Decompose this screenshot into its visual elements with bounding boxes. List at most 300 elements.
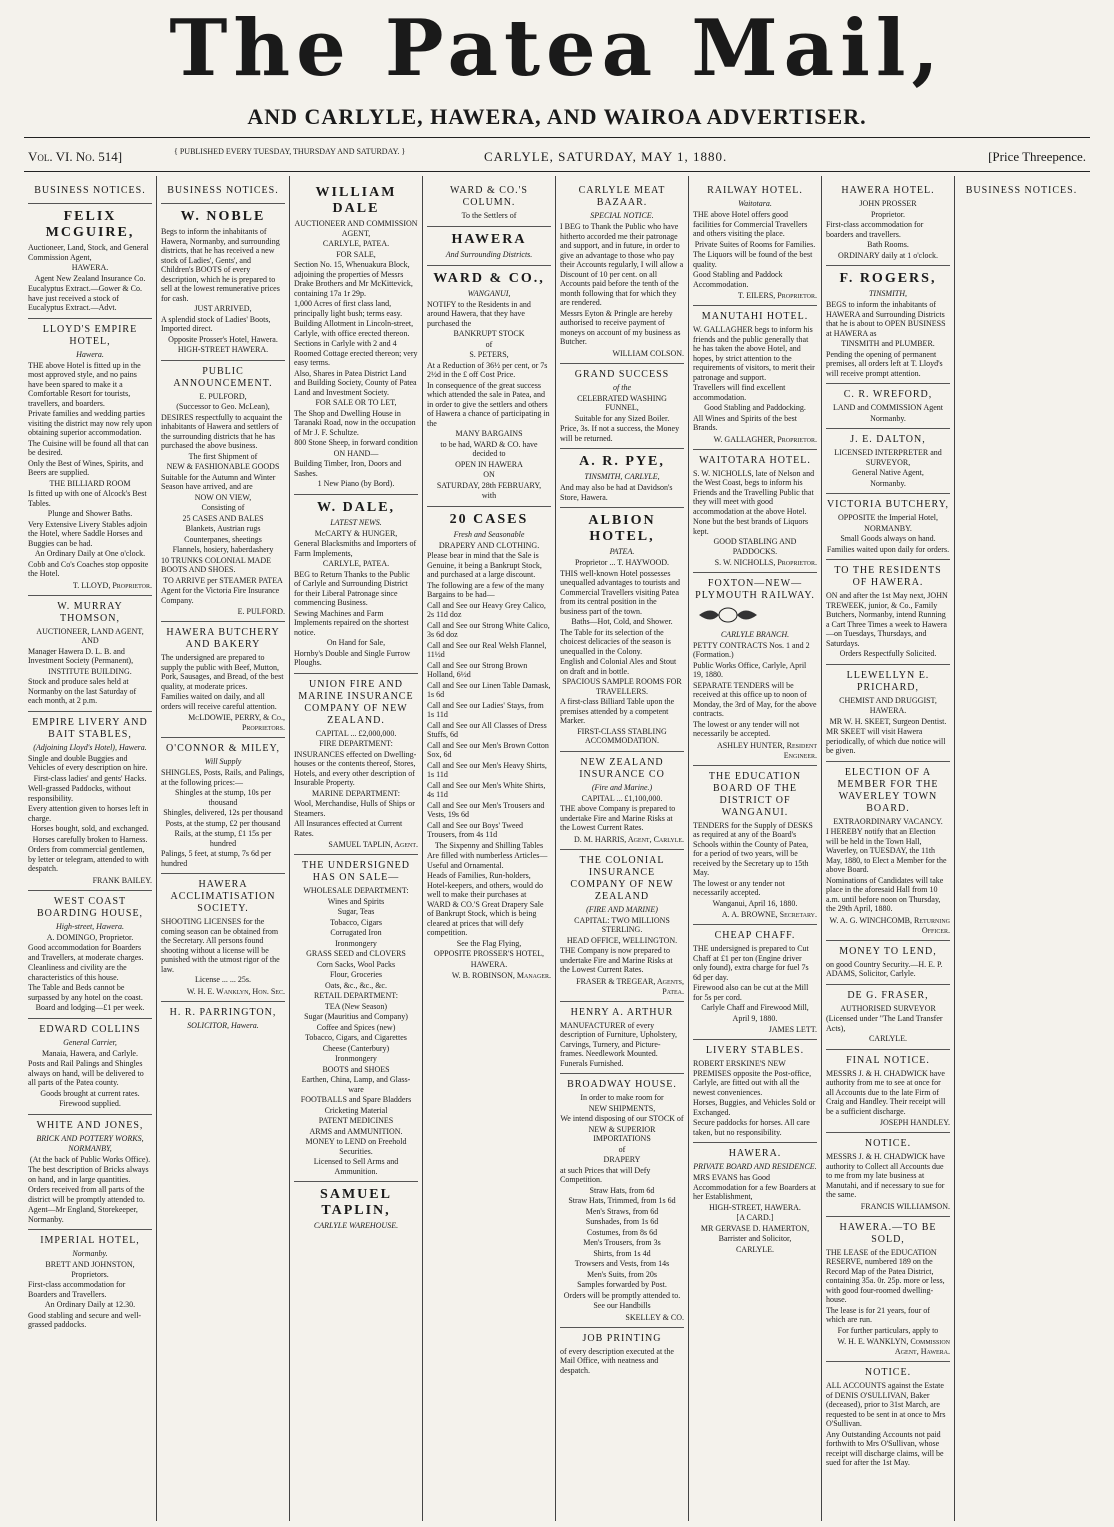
column-4 <box>423 176 556 1521</box>
ad-text: SPACIOUS SAMPLE ROOMS FOR TRAVELLERS. <box>562 677 682 696</box>
ad-text: The Sixpenny and Shilling Tables <box>434 840 544 850</box>
royal-crest-icon <box>693 606 763 624</box>
ad-text: NEW & FASHIONABLE GOODS <box>166 462 280 471</box>
ad-heading: RAILWAY HOTEL. <box>707 185 803 196</box>
ad-text: CAPITAL ... £1,100,000. <box>581 793 663 803</box>
ad-text: Baths—Hot, Cold, and Shower. <box>571 617 673 626</box>
ad-text: To the Settlers of <box>461 211 517 220</box>
ad-text: Orders Respectfully Solicited. <box>839 649 937 658</box>
ad-text: MESSRS J. & H. CHADWICK have authority from me to see at once for all Accounts due to the late Firm of Craig and Handley. Their receipt will be a sufficient discharge. <box>826 1068 946 1116</box>
ad-text: Hornby's Double and Single Furrow Ploughs. <box>294 648 411 667</box>
ad-text: Orders received from all parts of the district will be promptly attended to. <box>28 1185 145 1204</box>
ad-heading: WHITE AND JONES, <box>36 1119 144 1131</box>
ad-text: AUCTIONEER, LAND AGENT, AND <box>36 626 144 645</box>
ad-text: EXTRAORDINARY VACANCY. <box>833 816 943 826</box>
ad-text: Sugar, Teas <box>337 907 375 916</box>
ad-text: S. PETERS, <box>469 350 509 359</box>
ad-text: Normanby. <box>870 478 906 488</box>
ad-text: Messrs Eyton & Pringle are hereby authorised to receive payment of moneys on account of my business as Butcher. <box>560 308 681 346</box>
ad-text: Building Timber, Iron, Doors and Sashes. <box>294 459 402 478</box>
advertisement <box>826 1133 950 1217</box>
ad-text: On Hand for Sale, <box>326 638 386 647</box>
ad-text: Corn Sacks, Wool Packs <box>316 959 396 969</box>
ad-text: Also, Shares in Patea District Land and Building Society, County of Patea Land and Investment Society. <box>294 368 417 397</box>
ad-heading: W. NOBLE <box>180 209 266 224</box>
ad-subheading: CARLYLE WAREHOUSE. <box>313 1221 399 1230</box>
ad-text: Call and See our Men's Trousers and Vests, 19s 6d <box>427 800 545 819</box>
ad-text: CAPITAL: TWO MILLIONS STERLING. <box>574 915 670 934</box>
ad-text: Families waited on daily, and all orders will receive careful attention. <box>161 692 277 711</box>
ad-text: Opposite Prosser's Hotel, Hawera. <box>168 334 278 344</box>
ad-text: FIRE DEPARTMENT: <box>319 739 393 748</box>
ad-text: Shingles, delivered, 12s per thousand <box>163 808 283 817</box>
column-8 <box>955 176 1088 1521</box>
ad-text: April 9, 1880. <box>732 1013 778 1023</box>
ad-text: Cleanliness and civility are the characteristics of this house. <box>28 963 127 982</box>
ad-text: First-class ladies' and gents' Hacks. <box>33 773 147 783</box>
ad-text: THE above Company is prepared to undertake Fire and Marine Risks at the Lowest Current Rates. <box>560 804 676 832</box>
ad-text: Call and See our Boys' Tweed Trousers, from 4s 11d <box>427 820 524 839</box>
ad-subheading: (Adjoining Lloyd's Hotel), Hawera. <box>33 742 147 752</box>
advertisement <box>826 1362 950 1473</box>
ad-text: Small Goods always on hand. <box>840 534 936 543</box>
masthead <box>0 0 1114 129</box>
ad-text: TINSMITH and PLUMBER. <box>841 339 935 348</box>
ad-text: W. GALLAGHER begs to inform his friends and the public generally that he has taken the above Hotel, and hopes, by strict attention to the requirements of visitors, to merit their patronage and support. <box>693 325 815 382</box>
ad-text: Single and double Buggies and Vehicles of every description on hire. <box>28 753 148 772</box>
ad-text: CARLYLE, PATEA. <box>322 239 390 248</box>
ad-text: Corrugated Iron <box>330 928 382 937</box>
ad-text: Good accommodation for Boarders and Travellers, at moderate charges. <box>28 943 144 962</box>
column-3 <box>290 176 423 1521</box>
ad-text: HIGH-STREET, HAWERA. <box>709 1202 801 1212</box>
ad-text: [A CARD.] <box>736 1213 774 1222</box>
ad-subheading: PRIVATE BOARD AND RESIDENCE. <box>693 1162 817 1171</box>
advertisement <box>294 180 418 495</box>
ad-text: Agent New Zealand Insurance Co. <box>34 273 146 283</box>
ad-text: Suitable for the Autumn and Winter Season have arrived, and are <box>161 472 276 491</box>
ad-text: SHOOTING LICENSES for the coming season can be obtained from the Secretary. All persons found shooting without a license will be punished with the utmost rigor of the law. <box>161 917 280 974</box>
ad-heading: CARLYLE MEAT BAZAAR. <box>578 185 666 208</box>
ad-subheading: And Surrounding Districts. <box>445 249 533 259</box>
ad-heading: WARD & CO.'S COLUMN. <box>450 185 528 208</box>
ad-signature: JOSEPH HANDLEY. <box>879 1118 950 1127</box>
ad-subheading: (Fire and Marine.) <box>591 782 653 792</box>
ad-text: Call and See our Heavy Grey Calico, 2s 11d doz <box>427 600 546 619</box>
column-2 <box>157 176 290 1521</box>
ad-text: Call and See our Ladies' Stays, from 1s 11d <box>427 700 544 719</box>
ad-text: See our Handbills <box>593 1301 651 1310</box>
ad-text: OPPOSITE PROSSER'S HOTEL, <box>433 949 545 958</box>
masthead-subtitle: AND CARLYLE, HAWERA, AND WAIROA ADVERTISER. <box>247 104 867 129</box>
advertisement <box>826 1217 950 1363</box>
ad-text: Every attention given to horses left in charge. <box>28 804 149 823</box>
ad-heading: NOTICE. <box>864 1138 912 1149</box>
ad-text: An Ordinary Daily at 12.30. <box>44 1300 136 1309</box>
ad-signature: W. GALLAGHER, Proprietor. <box>713 434 817 444</box>
ad-text: INSURANCES effected on Dwelling-houses or the contents thereof, Stores, Hotels, and every other description of Insurable Property. <box>294 749 417 787</box>
ad-text: HIGH-STREET HAWERA. <box>177 345 269 354</box>
ad-text: GRASS SEED and CLOVERS <box>306 949 406 958</box>
ad-text: PETTY CONTRACTS Nos. 1 and 2 (Formation.) <box>693 640 810 659</box>
advertisement <box>28 319 152 596</box>
ad-heading: SAMUEL TAPLIN, <box>320 1187 392 1218</box>
ad-text: Call and See our Strong Brown Holland, 6½d <box>427 660 528 679</box>
ad-text: OPEN IN HAWERA <box>455 459 523 469</box>
ad-text: CELEBRATED WASHING FUNNEL, <box>577 393 667 412</box>
advertisement <box>826 762 950 941</box>
ad-heading: HAWERA ACCLIMATISATION SOCIETY. <box>170 879 276 914</box>
ad-text: Flour, Groceries <box>329 970 383 979</box>
advertisement <box>560 449 684 508</box>
ad-heading: ALBION HOTEL, <box>588 513 656 544</box>
advertisement-columns <box>24 176 1090 1521</box>
column-6 <box>689 176 822 1521</box>
ad-text: JUST ARRIVED, <box>194 304 252 313</box>
ad-text: MARINE DEPARTMENT: <box>312 788 400 798</box>
ad-text: 1 New Piano (by Bord). <box>317 479 395 488</box>
ad-text: Horses bought, sold, and exchanged. <box>31 824 149 833</box>
masthead-title: The Patea Mail, <box>169 3 945 94</box>
ad-text: Good Stabling and Paddocking. <box>704 403 806 412</box>
ad-text: ON <box>483 470 495 479</box>
ad-heading: NEW ZEALAND INSURANCE CO <box>579 756 665 780</box>
ad-text: Proprietor ... T. HAYWOOD. <box>574 558 670 567</box>
advertisement <box>28 180 152 204</box>
ad-heading: BUSINESS NOTICES. <box>34 185 146 196</box>
ad-heading: GRAND SUCCESS <box>574 368 670 380</box>
ad-text: Call and See our Men's Brown Cotton Sox, 6d <box>427 740 549 759</box>
ad-text: For further particulars, apply to <box>837 1325 939 1335</box>
ad-heading: O'CONNOR & MILEY, <box>166 743 280 754</box>
ad-signature: McLDOWIE, PERRY, & Co., Proprietors. <box>188 713 285 732</box>
ad-text: BEGS to inform the inhabitants of HAWERA and Surrounding Districts that he is about to OPEN BUSINESS at HAWERA as <box>826 300 946 338</box>
ad-text: Secure paddocks for horses. All care taken, but no responsibility. <box>693 1118 810 1137</box>
ad-text: Flannels, hosiery, haberdashery <box>172 545 274 554</box>
ad-heading: BUSINESS NOTICES. <box>965 185 1078 196</box>
ad-text: (Successor to Geo. McLean), <box>176 402 270 411</box>
ad-text: Costumes, from 8s 6d <box>586 1227 658 1237</box>
ad-text: THE above Hotel offers good facilities for Commercial Travellers and others visiting the place. <box>693 210 808 238</box>
ad-text: BANKRUPT STOCK <box>453 329 525 338</box>
ad-text: Section No. 15, Whenuakura Block, adjoining the properties of Messrs Drake Brothers and Mr McKittevick, containing 17a 1r 29p. <box>294 260 413 298</box>
ad-text: Wanganui, April 16, 1880. <box>712 898 798 908</box>
ad-text: Auctioneer, Land, Stock, and General Commission Agent, <box>28 243 149 262</box>
ad-text: CARLYLE. <box>868 1034 908 1043</box>
ad-text: Agent—Mr England, Storekeeper, Normanby. <box>28 1205 138 1224</box>
ad-signature: E. PULFORD. <box>237 607 285 616</box>
publication-schedule: { PUBLISHED EVERY TUESDAY, THURSDAY AND SATURDAY. } <box>174 147 406 156</box>
ad-text: Licensed to Sell Arms and Ammunition. <box>313 1157 399 1176</box>
advertisement <box>826 429 950 494</box>
ad-text: NOTIFY to the Residents in and around Hawera, that they have purchased the <box>427 299 531 328</box>
advertisement <box>826 494 950 560</box>
dateline-rule <box>24 171 1090 172</box>
ad-text: PATENT MEDICINES <box>318 1116 394 1125</box>
ad-heading: BROADWAY HOUSE. <box>567 1079 677 1090</box>
ad-text: Men's Suits, from 20s <box>587 1269 657 1279</box>
ad-text: Agent for the Victoria Fire Insurance Company. <box>161 586 280 605</box>
ad-text: Palings, 5 feet, at stump, 7s 6d per hundred <box>161 849 272 868</box>
ad-text: MRS EVANS has Good Accommodation for a few Boarders at her Establishment, <box>693 1173 816 1201</box>
ad-text: Manaia, Hawera, and Carlyle. <box>42 1048 138 1058</box>
ad-text: (At the back of Public Works Office). <box>29 1154 151 1164</box>
ad-heading: A. R. PYE, <box>579 454 665 469</box>
ad-text: TEA (New Season) <box>324 1001 388 1011</box>
ad-text: Call and See our Strong White Calico, 3s 6d doz <box>427 620 550 639</box>
ad-text: NOW ON VIEW, <box>194 492 252 502</box>
ad-text: Is fitted up with one of Alcock's Best Tables. <box>28 489 147 508</box>
ad-heading: H. R. PARRINGTON, <box>169 1006 277 1018</box>
ad-heading: WEST COAST BOARDING HOUSE, <box>36 895 144 919</box>
ad-text: LAND and COMMISSION Agent <box>833 403 943 412</box>
ad-text: At a Reduction of 36½ per cent, or 7s 2½d in the £ off Cost Price. <box>427 360 548 379</box>
ad-text: Samples forwarded by Post. <box>577 1280 667 1289</box>
ad-text: HAWERA. <box>869 706 907 715</box>
ad-text: FIRST-CLASS STABLING ACCOMMODATION. <box>577 726 667 745</box>
ad-text: The best description of Bricks always on hand, and in large quantities. <box>28 1165 149 1184</box>
ad-text: 10 TRUNKS COLONIAL MADE BOOTS AND SHOES. <box>161 555 271 574</box>
ad-text: Are filled with numberless Articles—Useful and Ornamental. <box>427 851 548 870</box>
ad-text: Eucalyptus Extract.—Gower & Co. have just received a stock of Eucalyptus Extract.—Advt. <box>28 284 142 312</box>
advertisement <box>693 1143 817 1259</box>
advertisement <box>427 266 551 507</box>
ad-text: MR GERVASE D. HAMERTON, <box>700 1223 810 1233</box>
ad-signature: D. M. HARRIS, Agent, Carlyle. <box>574 834 684 844</box>
advertisement <box>826 941 950 985</box>
ad-heading: LIVERY STABLES. <box>705 1045 805 1056</box>
ad-text: Call and See our Linen Table Damask, 1s 6d <box>427 680 551 699</box>
ad-text: DRAPERY <box>603 1155 641 1164</box>
ad-text: (Licensed under "The Land Transfer Acts), <box>826 1014 943 1033</box>
ad-text: I HEREBY notify that an Election will be held in the Town Hall, Waverley, on TUESDAY, the 11th May, 1880, to Elect a Member for the above Board. <box>826 827 947 874</box>
ad-text: The lowest or any tender not necessarily accepted. <box>693 878 785 897</box>
advertisement <box>294 855 418 1182</box>
ad-text: The lease is for 21 years, four of which are run. <box>826 1305 930 1324</box>
ad-text: Sections in Carlyle with 2 and 4 Roomed Cottage erected thereon; very easy terms. <box>294 339 418 367</box>
ad-subheading: Will Supply <box>204 757 242 766</box>
ad-text: The Table and Beds cannot be surpassed by any hotel on the coast. <box>28 983 143 1002</box>
advertisement <box>826 384 950 429</box>
ad-text: Sugar (Mauritius and Company) <box>304 1012 408 1021</box>
ad-text: Private families and wedding parties visiting the district may now rely upon obtaining superior accommodation. <box>28 409 152 437</box>
ad-subheading: CARLYLE BRANCH. <box>720 629 790 639</box>
advertisement <box>161 180 285 204</box>
ad-text: Call and See our All Classes of Dress Stuffs, 6d <box>427 720 547 739</box>
ad-subheading: of the <box>613 382 631 392</box>
advertisement <box>161 204 285 361</box>
advertisement <box>161 874 285 1002</box>
ad-text: McCARTY & HUNGER, <box>314 528 398 538</box>
ad-text: NEW SHIPMENTS, <box>588 1103 656 1113</box>
ad-text: Consisting of <box>201 503 245 512</box>
masthead-rule <box>24 137 1090 138</box>
ad-text: BRETT AND JOHNSTON, Proprietors. <box>45 1260 135 1279</box>
ad-text: MANUFACTURER of every description of Furniture, Upholstery, Carvings, Turnery, and Picture-frames. Needlework Mounted. Funerals Furnished. <box>560 1020 678 1068</box>
ad-text: BOOTS and SHOES <box>322 1064 390 1074</box>
ad-heading: EDWARD COLLINS <box>39 1023 141 1035</box>
advertisement <box>28 1019 152 1115</box>
ad-heading: THE COLONIAL INSURANCE COMPANY OF NEW ZEALAND <box>570 854 674 902</box>
ad-text: Families waited upon daily for orders. <box>826 544 950 554</box>
advertisement <box>560 508 684 752</box>
ad-heading: PUBLIC ANNOUNCEMENT. <box>173 365 273 389</box>
place-and-date: CARLYLE, SATURDAY, MAY 1, 1880. <box>484 149 728 164</box>
ad-text: Begs to inform the inhabitants of Hawera, Normanby, and surrounding districts, that he has received a new stock of Ladies', Gents', and Children's BOOTS of every description, which he is prepared to sell at the lowest remunerative prices for cash. <box>161 227 280 303</box>
ad-text: The following are a few of the many Bargains to be had— <box>427 580 545 599</box>
price: [Price Threepence. <box>988 149 1086 164</box>
ad-subheading: TINSMITH, <box>868 289 907 298</box>
ad-text: AUTHORISED SURVEYOR <box>840 1003 936 1013</box>
advertisement <box>826 985 950 1050</box>
ad-subheading: SPECIAL NOTICE. <box>590 211 654 220</box>
ad-text: Any Outstanding Accounts not paid forthwith to Mrs O'Sullivan, whose receipt will discharge claims, will be sued for after the 1st May. <box>826 1429 944 1467</box>
ad-text: THE Company is now prepared to undertake Fire and Marine Risks at the Lowest Current Rates. <box>560 946 673 974</box>
ad-text: Pending the opening of permanent premises, all orders left at T. Lloyd's will receive prompt attention. <box>826 349 943 378</box>
ad-heading: ELECTION OF A MEMBER FOR THE WAVERLEY TOWN BOARD. <box>837 766 939 814</box>
ad-text: Blankets, Austrian rugs <box>185 524 261 533</box>
advertisement <box>161 622 285 738</box>
ad-text: BEG to Return Thanks to the Public of Carlyle and Surrounding District for their Liberal Patronage since commencing Business. <box>294 569 410 607</box>
advertisement <box>560 180 684 364</box>
ad-heading: W. DALE, <box>316 499 396 515</box>
ad-text: All Insurances effected at Current Rates. <box>294 819 403 838</box>
ad-heading: IMPERIAL HOTEL, <box>40 1235 140 1246</box>
advertisement <box>294 495 418 674</box>
ad-text: Only the Best of Wines, Spirits, and Beers are supplied. <box>28 458 144 477</box>
ad-text: of <box>485 339 493 349</box>
ad-text: SHINGLES, Posts, Rails, and Palings, at the following prices:— <box>161 768 285 787</box>
ad-text: Posts and Rail Palings and Shingles always on hand, will be delivered to all parts of the Patea county. <box>28 1059 144 1087</box>
ad-subheading: SOLICITOR, Hawera. <box>187 1020 259 1030</box>
ad-signature: SKELLEY & CO. <box>625 1312 684 1322</box>
advertisement <box>28 204 152 319</box>
ad-text: Normanby. <box>870 413 906 423</box>
advertisement <box>826 266 950 384</box>
advertisement <box>693 450 817 574</box>
ad-text: A splendid stock of Ladies' Boots, Imported direct. <box>161 314 271 333</box>
ad-text: The Shop and Dwelling House in Taranaki Road, now in the occupation of Mr J. F. Schultze. <box>294 408 416 437</box>
ad-text: Trowsers and Vests, from 14s <box>574 1259 670 1268</box>
ad-heading: 20 CASES <box>449 511 529 527</box>
ad-heading: HAWERA.—TO BE SOLD, <box>839 1221 937 1245</box>
advertisement <box>560 1074 684 1328</box>
ad-text: Orders from commercial gentlemen, by letter or telegram, attended to with despatch. <box>28 845 149 873</box>
advertisement <box>294 1182 418 1236</box>
ad-heading: WAITOTARA HOTEL. <box>699 454 811 466</box>
ad-heading: CHEAP CHAFF. <box>714 930 796 941</box>
ad-text: Counterpanes, sheetings <box>184 534 262 544</box>
ad-text: GOOD STABLING AND PADDOCKS. <box>713 537 797 556</box>
ad-subheading: High-street, Hawera. <box>56 921 124 931</box>
advertisement <box>560 364 684 450</box>
ad-text: Firewood also can be cut at the Mill for 5s per cord. <box>693 983 809 1002</box>
ad-text: Sewing Machines and Farm Implements repaired on the shortest notice. <box>294 608 409 637</box>
ad-text: Bath Rooms. <box>867 240 909 249</box>
ad-text: Travellers will find excellent accommodation. <box>693 383 786 402</box>
ad-text: The lowest or any tender will not necessarily be accepted. <box>693 719 800 738</box>
ad-text: FOR SALE, <box>336 249 376 259</box>
ad-heading: W. MURRAY THOMSON, <box>57 600 123 624</box>
ad-text: The undersigned are prepared to supply the public with Beef, Mutton, Pork, Sausages, and Bread, of the best quality, at moderate prices. <box>161 653 284 691</box>
ad-text: Tobacco, Cigars <box>330 917 382 927</box>
ad-text: Oats, &c., &c., &c. <box>325 980 387 990</box>
advertisement <box>294 674 418 856</box>
ad-heading: EMPIRE LIVERY AND BAIT STABLES, <box>32 716 148 740</box>
ad-subheading: TINSMITH, CARLYLE, <box>584 472 660 481</box>
ad-heading: LLEWELLYN E. PRICHARD, <box>846 669 930 693</box>
advertisement <box>560 752 684 850</box>
ad-text: ROBERT ERSKINE'S NEW PREMISES opposite the Post-office, Carlyle, are fitted out with all the newest conveniences. <box>693 1059 812 1097</box>
ad-text: Cricketing Material <box>324 1105 388 1115</box>
advertisement <box>693 766 817 926</box>
ad-text: Proprietor. <box>871 209 905 219</box>
ad-text: First-class accommodation for Boarders and Travellers. <box>28 1280 126 1299</box>
ad-text: Cheese (Canterbury) <box>322 1043 390 1053</box>
ad-text: Suitable for any Sized Boiler. <box>574 413 670 423</box>
ad-text: Call and See our Real Welsh Flannel, 11½d <box>427 640 547 659</box>
ad-heading: LLOYD'S EMPIRE HOTEL, <box>42 323 138 347</box>
ad-text: Carlyle Chaff and Firewood Mill, <box>701 1003 809 1012</box>
ad-heading: C. R. WREFORD, <box>843 389 933 400</box>
ad-text: HAWERA. <box>470 959 508 969</box>
ad-text: Price, 3s. If not a success, the Money will be returned. <box>560 424 680 443</box>
ad-text: on good Country Security.—H. E. P. ADAMS, Solicitor, Carlyle. <box>826 959 943 978</box>
advertisement <box>161 1002 285 1036</box>
ad-text: with <box>481 491 497 500</box>
advertisement <box>693 1040 817 1143</box>
ad-text: Ironmongery <box>335 938 377 948</box>
ad-signature: ASHLEY HUNTER, Resident Engineer. <box>716 740 817 760</box>
ad-text: The Liquors will be found of the best quality. <box>693 250 813 269</box>
ad-text: DESIRES respectfully to acquaint the inhabitants of Hawera and settlers of the surrounding districts that he has purchased the above business. <box>161 412 283 450</box>
ad-text: English and Colonial Ales and Stout on draft and in bottle. <box>560 657 677 676</box>
advertisement <box>693 180 817 306</box>
ad-text: Shingles at the stump, 10s per thousand <box>175 788 271 807</box>
ad-text: The Cuisine will be found all that can be desired. <box>28 438 149 457</box>
ad-signature: T. LLOYD, Proprietor. <box>72 580 152 590</box>
advertisement <box>427 180 551 227</box>
ad-text: Coffee and Spices (new) <box>316 1022 396 1032</box>
ad-text: HAWERA. <box>71 263 109 272</box>
ad-subheading: WANGANUI, <box>467 288 511 298</box>
advertisement <box>826 665 950 762</box>
ad-text: THE above Hotel is fitted up in the most approved style, and no pains have been spared to make it a Comfortable Resort for tourists, travellers, and boarders. <box>28 360 141 408</box>
ad-text: S. W. NICHOLLS, late of Nelson and the West Coast, begs to inform his Friends and the Travelling Public that they will meet with good accommodation at the above Hotel. <box>693 468 815 516</box>
ad-text: MANY BARGAINS <box>455 429 523 438</box>
ad-signature: WILLIAM COLSON. <box>612 348 684 358</box>
ad-text: I BEG to Thank the Public who have hitherto accorded me their patronage and support, and in future, in order to give an advantage to those who pay their Accounts regularly, I will allow a Discount of 10 per cent. on all Accounts paid before the tenth of the month following that for which they are rendered. <box>560 222 684 307</box>
ad-text: First-class accommodation for boarders and travellers. <box>826 220 924 239</box>
ad-text: Please bear in mind that the Sale is Genuine, it being a Bankrupt Stock, and purchased at a large discount. <box>427 551 542 579</box>
ad-text: Public Works Office, Carlyle, April 19, 1880. <box>693 660 807 679</box>
ad-text: Men's Trousers, from 3s <box>583 1238 661 1247</box>
ad-subheading: Hawera. <box>76 349 104 359</box>
ad-text: CARLYLE, PATEA. <box>322 559 390 568</box>
ad-subheading: Normanby. <box>72 1249 108 1258</box>
ad-text: of every description executed at the Mail Office, with neatness and despatch. <box>560 1346 674 1375</box>
ad-text: FOR SALE OR TO LET, <box>315 398 397 407</box>
ad-text: Wines and Spirits <box>327 896 385 906</box>
ad-text: Nominations of Candidates will take place in the aforesaid Hall from 10 a.m. until before noon on Thursday, the 29th April, 1880. <box>826 875 944 913</box>
ad-subheading: LATEST NEWS. <box>330 517 382 527</box>
ad-text: Straw Hats, Trimmed, from 1s 6d <box>568 1196 676 1205</box>
ad-text: THIS well-known Hotel possesses unequalled advantages to tourists and Commercial Travellers visiting Patea from its central position in the business part of the town. <box>560 568 680 616</box>
ad-text: MR W. H. SKEET, Surgeon Dentist. <box>829 716 947 726</box>
ad-text: MR SKEET will visit Hawera periodically, of which due notice will be given. <box>826 727 946 755</box>
ad-text: Very Extensive Livery Stables adjoin the Hotel, where Saddle Horses and Buggies can be had. <box>28 519 148 548</box>
ad-subheading: General Carrier, <box>63 1037 117 1047</box>
